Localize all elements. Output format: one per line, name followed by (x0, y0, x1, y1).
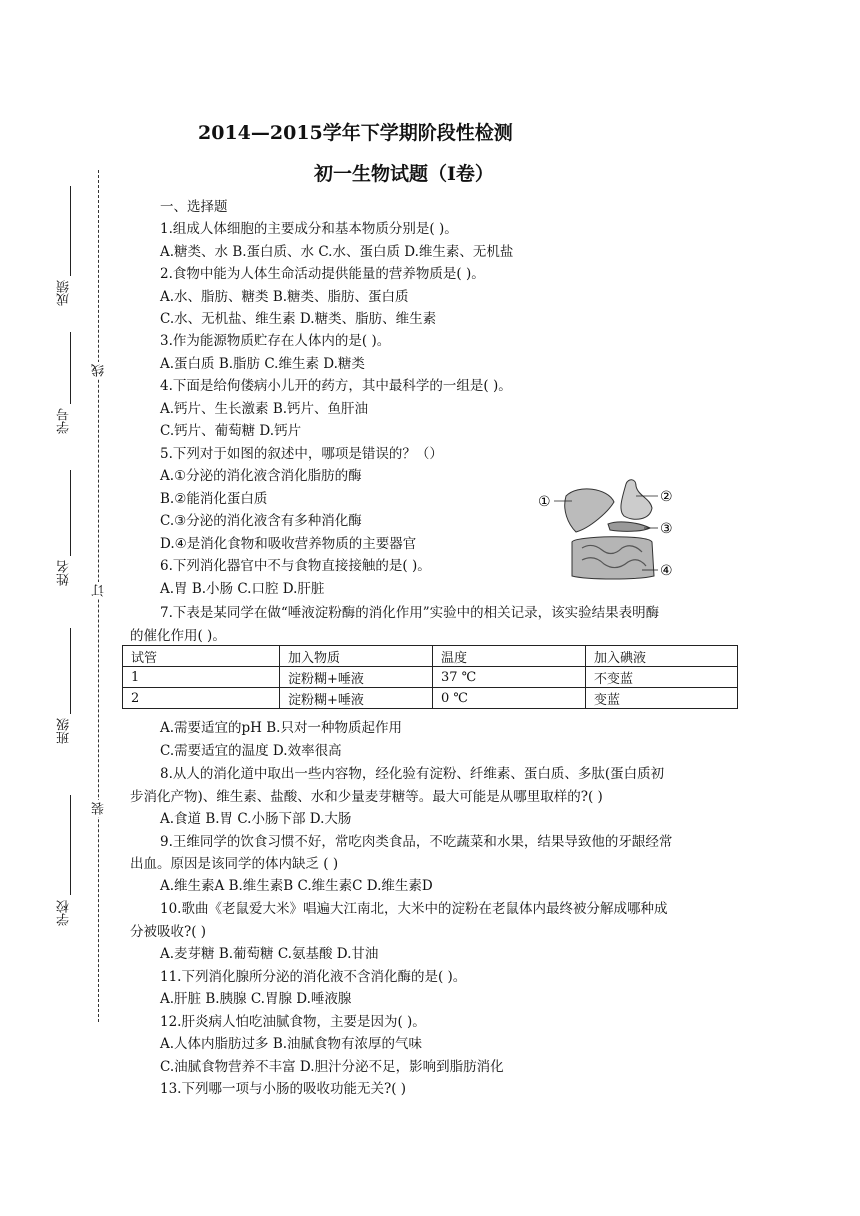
experiment-table (122, 645, 738, 709)
table-cell: 不变蓝 (586, 667, 738, 688)
field-label-name: 姓名 (57, 560, 72, 586)
question-3-options: A.蛋白质 B.脂肪 C.维生素 D.糖类 (160, 356, 365, 372)
pancreas-shape (608, 522, 650, 531)
question-1-options: A.糖类、水 B.蛋白质、水 C.水、蛋白质 D.维生素、无机盐 (160, 244, 514, 260)
binding-mark-xian: 线 (92, 364, 107, 377)
table-header-cell: 温度 (433, 646, 586, 667)
question-9-options: A.维生素A B.维生素B C.维生素C D.维生素D (160, 878, 433, 894)
table-cell: 淀粉糊+唾液 (280, 667, 433, 688)
question-2-options-b: C.水、无机盐、维生素 D.糖类、脂肪、维生素 (160, 311, 437, 327)
question-8-line-1: 8.从人的消化道中取出一些内容物，经化验有淀粉、纤维素、蛋白质、多肽(蛋白质初 (160, 766, 665, 782)
question-12-options-a: A.人体内脂肪过多 B.油腻食物有浓厚的气味 (160, 1036, 423, 1052)
field-label-student-id: 学号 (57, 408, 72, 434)
question-12: 12.肝炎病人怕吃油腻食物，主要是因为( )。 (160, 1014, 426, 1030)
table-header-row (123, 646, 738, 667)
question-6-options: A.胃 B.小肠 C.口腔 D.肝脏 (160, 581, 325, 597)
intestine-shape (572, 537, 654, 579)
question-10-line-1: 10.歌曲《老鼠爱大米》唱遍大江南北，大米中的淀粉在老鼠体内最终被分解成哪种成 (160, 901, 668, 917)
question-10-line-2: 分被吸收?( ) (130, 924, 207, 940)
binding-mark-zhuang: 装 (92, 802, 107, 815)
question-6: 6.下列消化器官中不与食物直接接触的是( )。 (160, 558, 431, 574)
table-header-cell: 试管 (123, 646, 280, 667)
table-cell: 2 (123, 688, 280, 709)
field-line-class[interactable] (70, 628, 71, 714)
question-7-options-a: A.需要适宜的pH B.只对一种物质起作用 (160, 720, 402, 736)
question-7-line-1: 7.下表是某同学在做“唾液淀粉酶的消化作用”实验中的相关记录，该实验结果表明酶 (160, 605, 660, 621)
page-title: 2014—2015学年下学期阶段性检测 (198, 122, 513, 144)
table-row (123, 688, 738, 709)
question-8-options: A.食道 B.胃 C.小肠下部 D.大肠 (160, 811, 352, 827)
figure-label-4: ④ (660, 563, 673, 579)
question-4-options-b: C.钙片、葡萄糖 D.钙片 (160, 423, 302, 439)
field-label-school: 学校 (57, 900, 72, 926)
question-5-option-a: A.①分泌的消化液含消化脂肪的酶 (160, 468, 362, 484)
question-5: 5.下列对于如图的叙述中，哪项是错误的？（） (160, 446, 443, 462)
figure-label-1: ① (538, 494, 551, 510)
table-cell: 变蓝 (586, 688, 738, 709)
binding-mark-ding: 订 (92, 584, 107, 597)
field-line-score[interactable] (70, 186, 71, 276)
question-3: 3.作为能源物质贮存在人体内的是( )。 (160, 333, 391, 349)
question-10-options: A.麦芽糖 B.葡萄糖 C.氨基酸 D.甘油 (160, 946, 379, 962)
question-2: 2.食物中能为人体生命活动提供能量的营养物质是( )。 (160, 266, 485, 282)
question-9-line-2: 出血。原因是该同学的体内缺乏 ( ) (130, 856, 339, 872)
question-5-option-d: D.④是消化食物和吸收营养物质的主要器官 (160, 536, 417, 552)
digestive-system-figure (538, 476, 688, 582)
question-2-options-a: A.水、脂肪、糖类 B.糖类、脂肪、蛋白质 (160, 289, 409, 305)
question-9-line-1: 9.王维同学的饮食习惯不好，常吃肉类食品，不吃蔬菜和水果，结果导致他的牙龈经常 (160, 834, 673, 850)
table-cell: 淀粉糊+唾液 (280, 688, 433, 709)
field-label-score: 成绩 (57, 280, 72, 306)
question-11: 11.下列消化腺所分泌的消化液不含消化酶的是( )。 (160, 969, 467, 985)
figure-label-3: ③ (660, 521, 673, 537)
field-label-class: 班级 (57, 718, 72, 744)
question-5-option-c: C.③分泌的消化液含有多种消化酶 (160, 513, 362, 529)
question-8-line-2: 步消化产物)、维生素、盐酸、水和少量麦芽糖等。最大可能是从哪里取样的?( ) (130, 789, 603, 805)
question-12-options-b: C.油腻食物营养不丰富 D.胆汁分泌不足，影响到脂肪消化 (160, 1059, 504, 1075)
table-header-cell: 加入物质 (280, 646, 433, 667)
field-line-student-id[interactable] (70, 332, 71, 404)
page-subtitle: 初一生物试题（Ⅰ卷） (314, 163, 494, 185)
question-7-options-b: C.需要适宜的温度 D.效率很高 (160, 743, 342, 759)
question-13: 13.下列哪一项与小肠的吸收功能无关?( ) (160, 1081, 407, 1097)
question-5-option-b: B.②能消化蛋白质 (160, 491, 268, 507)
question-4-options-a: A.钙片、生长激素 B.钙片、鱼肝油 (160, 401, 369, 417)
table-row (123, 667, 738, 688)
question-7-line-2: 的催化作用( )。 (130, 628, 226, 644)
question-4: 4.下面是给佝偻病小儿开的药方，其中最科学的一组是( )。 (160, 378, 512, 394)
field-line-name[interactable] (70, 470, 71, 556)
section-heading: 一、选择题 (160, 199, 228, 215)
figure-label-2: ② (660, 489, 673, 505)
table-header-cell: 加入碘液 (586, 646, 738, 667)
liver-shape (565, 489, 614, 532)
field-line-school[interactable] (70, 795, 71, 895)
question-1: 1.组成人体细胞的主要成分和基本物质分别是( )。 (160, 221, 458, 237)
table-cell: 0 ℃ (433, 688, 586, 709)
question-11-options: A.肝脏 B.胰腺 C.胃腺 D.唾液腺 (160, 991, 352, 1007)
table-cell: 1 (123, 667, 280, 688)
stomach-shape (621, 480, 652, 520)
table-cell: 37 ℃ (433, 667, 586, 688)
